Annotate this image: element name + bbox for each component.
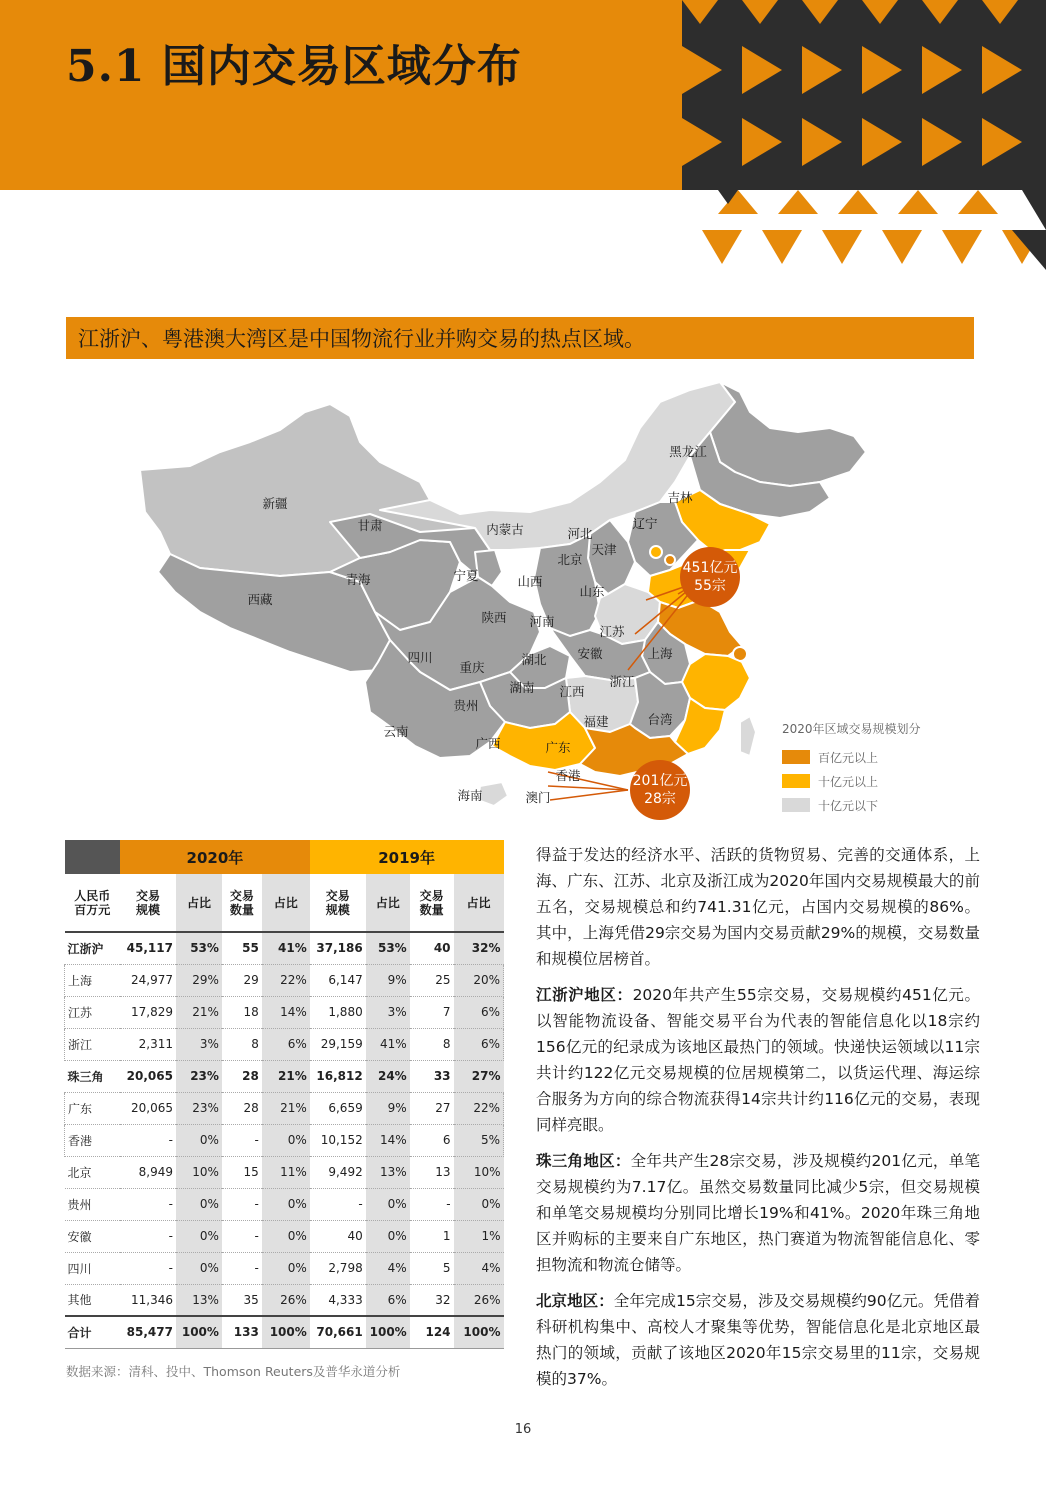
table-cell: 100% (176, 1316, 222, 1348)
table-cell: 2,798 (310, 1252, 366, 1284)
year-2019-header: 2019年 (310, 840, 504, 874)
table-cell: 15 (222, 1156, 262, 1188)
table-row (65, 1284, 504, 1316)
label-hunan: 湖南 (509, 680, 535, 695)
table-cell: 27% (454, 1060, 504, 1092)
callout-yrd-bubble (680, 547, 740, 607)
table-cell: 18 (222, 996, 262, 1028)
table-cell: 5% (454, 1124, 504, 1156)
table-cell: 4% (454, 1252, 504, 1284)
label-guangxi: 广西 (475, 736, 501, 751)
label-hubei: 湖北 (521, 652, 547, 667)
table-cell: 33 (410, 1060, 454, 1092)
table-cell: 0% (366, 1220, 410, 1252)
label-beijing: 北京 (557, 552, 583, 567)
label-jiangxi: 江西 (559, 684, 585, 699)
label-gansu: 甘肃 (357, 518, 383, 533)
table-cell: 3% (366, 996, 410, 1028)
subtitle-text: 江浙沪、粤港澳大湾区是中国物流行业并购交易的热点区域。 (78, 327, 645, 351)
label-neimenggu: 内蒙古 (486, 522, 524, 537)
paragraph-3: 珠三角地区：全年共产生28宗交易，涉及规模约201亿元，单笔交易规模约为7.17亿。虽然交易数量同比减少5宗，但交易规模和单笔交易规模均分别同比增长19%和41%。2020年珠三角地区并购标的主要来自广东地区，热门赛道为物流智能信息化、零担物流和物流仓储等。 (536, 1152, 980, 1274)
table-row (65, 1060, 504, 1092)
table-cell: 55 (222, 932, 262, 964)
table-cell: 25 (410, 964, 454, 996)
subtitle-bar (66, 317, 974, 359)
table-cell: 13% (176, 1284, 222, 1316)
table-cell: 6,147 (310, 964, 366, 996)
table-cell: 5 (410, 1252, 454, 1284)
label-shaanxi: 陕西 (481, 610, 507, 625)
callout-yrd-amount: 451亿元 (682, 560, 738, 576)
table-cell: 16,812 (310, 1060, 366, 1092)
table-cell: 6% (262, 1028, 310, 1060)
table-cell: 4% (366, 1252, 410, 1284)
table-cell: 6% (454, 996, 504, 1028)
legend-label: 十亿元以下 (818, 798, 879, 813)
label-qinghai: 青海 (345, 572, 371, 587)
label-shanghai: 上海 (647, 646, 673, 661)
table-cell: 26% (454, 1284, 504, 1316)
table-cell: - (410, 1188, 454, 1220)
legend-swatch (782, 774, 810, 788)
year-2020-header: 2020年 (120, 840, 310, 874)
table-cell: 24% (366, 1060, 410, 1092)
label-hainan: 海南 (457, 788, 483, 803)
label-shanxi: 山西 (517, 574, 543, 589)
label-jiangsu: 江苏 (599, 624, 625, 639)
header-decoration (682, 0, 1046, 270)
table-cell: 0% (262, 1124, 310, 1156)
table-row (65, 1092, 504, 1124)
table-cell: 0% (176, 1188, 222, 1220)
table-row (65, 1188, 504, 1220)
head-count-2020: 交易 数量 (222, 874, 262, 932)
table-cell: 6 (410, 1124, 454, 1156)
table-cell: 53% (366, 932, 410, 964)
table-cell: 53% (176, 932, 222, 964)
table-cell: 6,659 (310, 1092, 366, 1124)
table-cell: 20,065 (120, 1060, 176, 1092)
table-cell: - (120, 1188, 176, 1220)
table-cell: 14% (366, 1124, 410, 1156)
page-number: 16 (514, 1422, 532, 1437)
table-cell: 1% (454, 1220, 504, 1252)
table-cell: 41% (262, 932, 310, 964)
legend-label: 十亿元以上 (818, 774, 879, 789)
table-cell: 13% (366, 1156, 410, 1188)
table-cell: 0% (176, 1220, 222, 1252)
table-cell: - (310, 1188, 366, 1220)
head-scale-2019: 交易 规模 (310, 874, 366, 932)
table-cell: 11% (262, 1156, 310, 1188)
table-cell: 37,186 (310, 932, 366, 964)
table-cell: 40 (310, 1220, 366, 1252)
table-cell: 8,949 (120, 1156, 176, 1188)
legend-swatch (782, 798, 810, 812)
table-cell: 14% (262, 996, 310, 1028)
table-cell: 22% (454, 1092, 504, 1124)
table-cell: 4,333 (310, 1284, 366, 1316)
table-row (65, 996, 504, 1028)
table-cell: 0% (176, 1124, 222, 1156)
table-cell: 21% (262, 1060, 310, 1092)
table-cell: 17,829 (120, 996, 176, 1028)
paragraph-2: 江浙沪地区：2020年共产生55宗交易，交易规模约451亿元。以智能物流设备、智能交易平台为代表的智能信息化以18宗约156亿元的纪录成为该地区最热门的领域。快递快运领域以11宗共计约122亿元交易规模的位居规模第二，以货运代理、海运综合服务为方向的综合物流获得14宗共计约116亿元的交易，表现同样亮眼。 (536, 986, 980, 1134)
table-cell: 100% (262, 1316, 310, 1348)
callout-prd-bubble (630, 760, 690, 820)
label-zhejiang: 浙江 (609, 674, 635, 689)
table-cell: 0% (176, 1252, 222, 1284)
table-cell: 合计 (65, 1316, 121, 1348)
table-cell: 28 (222, 1060, 262, 1092)
table-cell: 27 (410, 1092, 454, 1124)
table-cell: 32 (410, 1284, 454, 1316)
label-henan: 河南 (529, 614, 555, 629)
label-taiwan: 台湾 (647, 712, 673, 727)
table-cell: 8 (222, 1028, 262, 1060)
label-anhui: 安徽 (577, 646, 603, 661)
table-cell: 江浙沪 (65, 932, 121, 964)
table-cell: 10,152 (310, 1124, 366, 1156)
table-cell: 28 (222, 1092, 262, 1124)
head-share2-2019: 占比 (454, 874, 504, 932)
page-title: 5.1 国内交易区域分布 (66, 41, 522, 92)
table-cell: 0% (262, 1188, 310, 1220)
callout-prd-count: 28宗 (644, 791, 676, 807)
paragraph-1: 得益于发达的经济水平、活跃的货物贸易、完善的交通体系，上海、广东、江苏、北京及浙江成为2020年国内交易规模最大的前五名，交易规模总和约741.31亿元，占国内交易规模的86%。其中，上海凭借29宗交易为国内交易贡献29%的规模，交易数量和规模位居榜首。 (536, 846, 980, 968)
table-cell: 9% (366, 1092, 410, 1124)
label-shandong: 山东 (579, 584, 605, 599)
label-jilin: 吉林 (667, 490, 693, 505)
data-table (64, 840, 504, 1349)
label-guangdong: 广东 (545, 740, 571, 755)
head-unit: 人民币 百万元 (65, 874, 121, 932)
table-row (65, 1252, 504, 1284)
callout-prd-amount: 201亿元 (632, 773, 688, 789)
table-cell: 7 (410, 996, 454, 1028)
body-text (536, 842, 980, 1402)
table-cell: 1,880 (310, 996, 366, 1028)
table-cell: 45,117 (120, 932, 176, 964)
table-row (65, 964, 504, 996)
legend-swatch (782, 750, 810, 764)
label-liaoning: 辽宁 (632, 516, 658, 531)
table-cell: - (120, 1252, 176, 1284)
table-cell: 0% (262, 1252, 310, 1284)
label-xizang: 西藏 (247, 592, 273, 607)
table-cell: - (120, 1220, 176, 1252)
table-cell: 0% (366, 1188, 410, 1220)
table-cell: 26% (262, 1284, 310, 1316)
label-xianggang: 香港 (555, 768, 581, 783)
head-scale-2020: 交易 规模 (120, 874, 176, 932)
data-source: 数据来源：清科、投中、Thomson Reuters及普华永道分析 (66, 1364, 401, 1379)
table-cell: 70,661 (310, 1316, 366, 1348)
table-cell: 6% (366, 1284, 410, 1316)
table-row (65, 1124, 504, 1156)
label-heilongjiang: 黑龙江 (669, 444, 707, 459)
label-xinjiang: 新疆 (262, 496, 288, 511)
table-cell: 1 (410, 1220, 454, 1252)
label-sichuan: 四川 (407, 650, 433, 665)
table-cell: 11,346 (120, 1284, 176, 1316)
table-cell: 41% (366, 1028, 410, 1060)
legend-title: 2020年区域交易规模划分 (782, 722, 921, 736)
table-cell: 8 (410, 1028, 454, 1060)
table-cell: - (222, 1220, 262, 1252)
legend-item (782, 745, 982, 769)
label-fujian: 福建 (583, 714, 609, 729)
region-beijing (650, 546, 662, 558)
table-cell: 9% (366, 964, 410, 996)
table-cell: 安徽 (65, 1220, 121, 1252)
table-cell: 0% (454, 1188, 504, 1220)
table-cell: 40 (410, 932, 454, 964)
table-cell: 香港 (65, 1124, 121, 1156)
table-row (65, 1156, 504, 1188)
table-cell: 2,311 (120, 1028, 176, 1060)
table-cell: 29% (176, 964, 222, 996)
table-cell: 23% (176, 1060, 222, 1092)
table-cell: 0% (262, 1220, 310, 1252)
table-cell: 100% (366, 1316, 410, 1348)
region-tianjin (665, 555, 675, 565)
label-chongqing: 重庆 (459, 660, 485, 675)
table-cell: - (222, 1188, 262, 1220)
table-cell: - (222, 1252, 262, 1284)
table-cell: 四川 (65, 1252, 121, 1284)
table-row (65, 932, 504, 964)
table-cell: 32% (454, 932, 504, 964)
table-cell: - (120, 1124, 176, 1156)
table-cell: 21% (262, 1092, 310, 1124)
table-cell: 浙江 (65, 1028, 121, 1060)
table-cell: 13 (410, 1156, 454, 1188)
table-cell: 10% (176, 1156, 222, 1188)
table-cell: 124 (410, 1316, 454, 1348)
head-share2-2020: 占比 (262, 874, 310, 932)
table-cell: 贵州 (65, 1188, 121, 1220)
table-cell: 9,492 (310, 1156, 366, 1188)
label-tianjin: 天津 (591, 542, 617, 557)
paragraph-4: 北京地区：全年完成15宗交易，涉及交易规模约90亿元。凭借着科研机构集中、高校人才聚集等优势，智能信息化是北京地区最热门的领域，贡献了该地区2020年15宗交易里的11宗，交易规模的37%。 (536, 1292, 980, 1388)
table-cell: 22% (262, 964, 310, 996)
label-hebei: 河北 (567, 526, 593, 541)
label-yunnan: 云南 (383, 724, 409, 739)
table-cell (65, 840, 121, 874)
table-cell: 29 (222, 964, 262, 996)
table-cell: 6% (454, 1028, 504, 1060)
label-ningxia: 宁夏 (453, 568, 479, 583)
head-share-2019: 占比 (366, 874, 410, 932)
table-cell: 江苏 (65, 996, 121, 1028)
head-share-2020: 占比 (176, 874, 222, 932)
table-cell: 100% (454, 1316, 504, 1348)
table-cell: 3% (176, 1028, 222, 1060)
table-cell: 广东 (65, 1092, 121, 1124)
legend-label: 百亿元以上 (818, 750, 879, 765)
table-row (65, 1028, 504, 1060)
table-cell: 20,065 (120, 1092, 176, 1124)
table-cell: 29,159 (310, 1028, 366, 1060)
label-aomen: 澳门 (525, 790, 551, 805)
table-cell: 21% (176, 996, 222, 1028)
legend-item (782, 769, 982, 793)
region-taiwan (740, 716, 756, 756)
table-cell: 133 (222, 1316, 262, 1348)
label-guizhou: 贵州 (453, 698, 479, 713)
table-cell: 珠三角 (65, 1060, 121, 1092)
table-cell: 23% (176, 1092, 222, 1124)
table-cell: 上海 (65, 964, 121, 996)
table-cell: 85,477 (120, 1316, 176, 1348)
map-legend (782, 720, 982, 817)
table-row (65, 1220, 504, 1252)
table-cell: 24,977 (120, 964, 176, 996)
legend-item (782, 793, 982, 817)
table-cell: - (222, 1124, 262, 1156)
table-cell: 20% (454, 964, 504, 996)
callout-yrd-count: 55宗 (694, 578, 726, 594)
table-row-total (65, 1316, 504, 1348)
head-count-2019: 交易 数量 (410, 874, 454, 932)
table-cell: 35 (222, 1284, 262, 1316)
table-cell: 其他 (65, 1284, 121, 1316)
table-cell: 10% (454, 1156, 504, 1188)
table-cell: 北京 (65, 1156, 121, 1188)
